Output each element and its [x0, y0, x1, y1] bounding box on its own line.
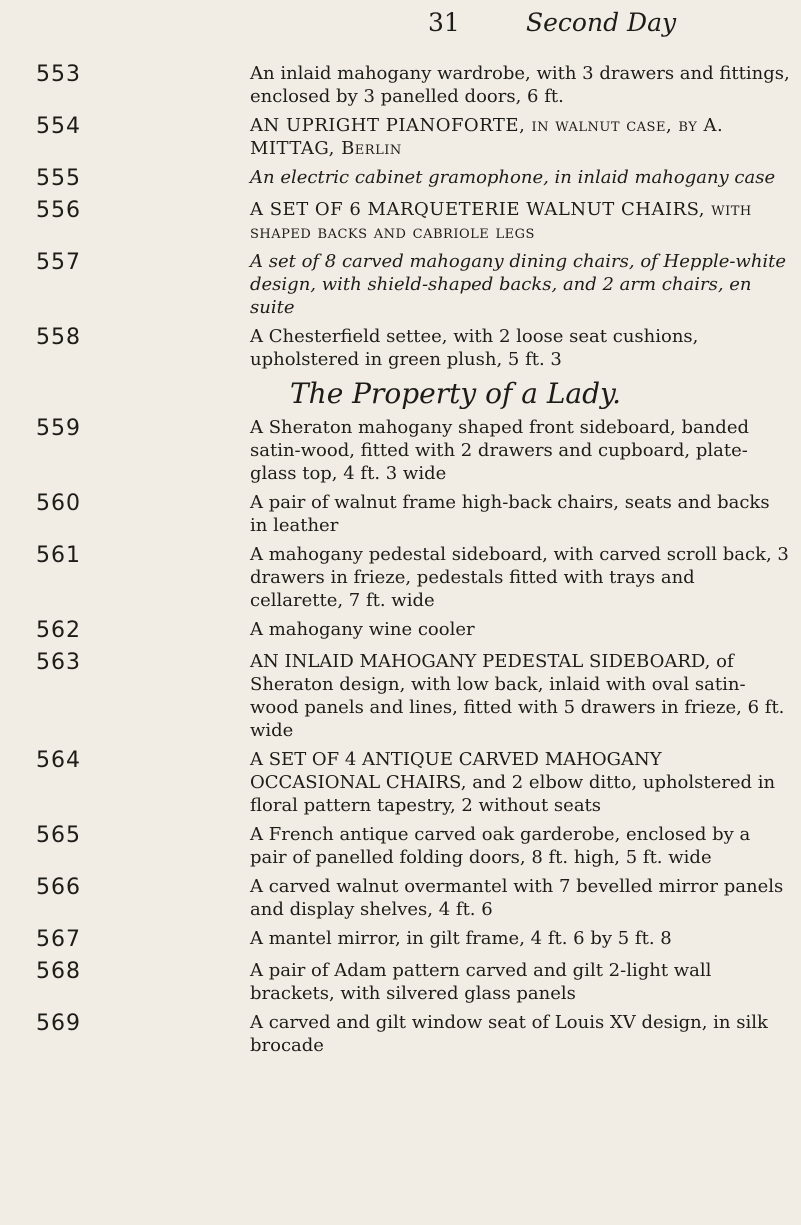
- lot-number: 556: [36, 198, 81, 223]
- lot-description: A French antique carved oak garderobe, enclosed by a pair of panelled folding doors, 8 ft. high, 5 ft. wide: [250, 824, 751, 868]
- lot-description: A SET OF 6 MARQUETERIE WALNUT CHAIRS, with shaped backs and cabriole legs: [250, 199, 752, 243]
- lot-description: An inlaid mahogany wardrobe, with 3 drawers and fittings, enclosed by 3 panelled doors, 6 ft.: [250, 63, 790, 107]
- lot-number: 564: [36, 748, 81, 773]
- lot-description: AN INLAID MAHOGANY PEDESTAL SIDEBOARD, of Sheraton design, with low back, inlaid with oval satin-wood panels and lines, fitted with 5 drawers in frieze, 6 ft. wide: [250, 651, 785, 741]
- lot-number: 566: [36, 875, 81, 900]
- lot-description: A SET OF 4 ANTIQUE CARVED MAHOGANY OCCASIONAL CHAIRS, and 2 elbow ditto, upholstered in floral pattern tapestry, 2 without seats: [250, 749, 776, 816]
- lot-number: 553: [36, 62, 81, 87]
- lot-number: 563: [36, 650, 81, 675]
- lot-number: 562: [36, 618, 81, 643]
- lot-number: 568: [36, 959, 81, 984]
- running-title: Second Day: [526, 8, 677, 37]
- lot-number: 569: [36, 1011, 81, 1036]
- lot-number: 558: [36, 325, 81, 350]
- page-header: [0, 4, 801, 44]
- lot-description: A Sheraton mahogany shaped front sideboard, banded satin-wood, fitted with 2 drawers and cupboard, plate-glass top, 4 ft. 3 wide: [250, 417, 749, 484]
- section-heading: The Property of a Lady.: [290, 377, 622, 410]
- lot-number: 567: [36, 927, 81, 952]
- lot-description: A Chesterfield settee, with 2 loose seat cushions, upholstered in green plush, 5 ft. 3: [250, 326, 699, 370]
- lot-description: A pair of Adam pattern carved and gilt 2-light wall brackets, with silvered glass panels: [250, 960, 712, 1004]
- lot-description: A carved and gilt window seat of Louis XV design, in silk brocade: [250, 1012, 768, 1056]
- page-number: 31: [428, 8, 460, 37]
- lot-number: 557: [36, 250, 81, 275]
- lot-description: A mantel mirror, in gilt frame, 4 ft. 6 by 5 ft. 8: [250, 928, 672, 949]
- lot-number: 554: [36, 114, 81, 139]
- lot-description: A pair of walnut frame high-back chairs, seats and backs in leather: [250, 492, 770, 536]
- lot-description: A mahogany wine cooler: [250, 619, 475, 640]
- lot-description: A carved walnut overmantel with 7 bevelled mirror panels and display shelves, 4 ft. 6: [250, 876, 784, 920]
- lot-number: 555: [36, 166, 81, 191]
- lot-description: AN UPRIGHT PIANOFORTE, in walnut case, by A. MITTAG, Berlin: [250, 115, 724, 159]
- lot-description: An electric cabinet gramophone, in inlaid mahogany case: [250, 167, 776, 188]
- lot-number: 560: [36, 491, 81, 516]
- lot-number: 559: [36, 416, 81, 441]
- lot-number: 561: [36, 543, 81, 568]
- lot-description: A set of 8 carved mahogany dining chairs, of Hepple-white design, with shield-shaped backs, and 2 arm chairs, en suite: [250, 251, 787, 318]
- lot-description: A mahogany pedestal sideboard, with carved scroll back, 3 drawers in frieze, pedestals fitted with trays and cellarette, 7 ft. wide: [250, 544, 789, 611]
- lot-number: 565: [36, 823, 81, 848]
